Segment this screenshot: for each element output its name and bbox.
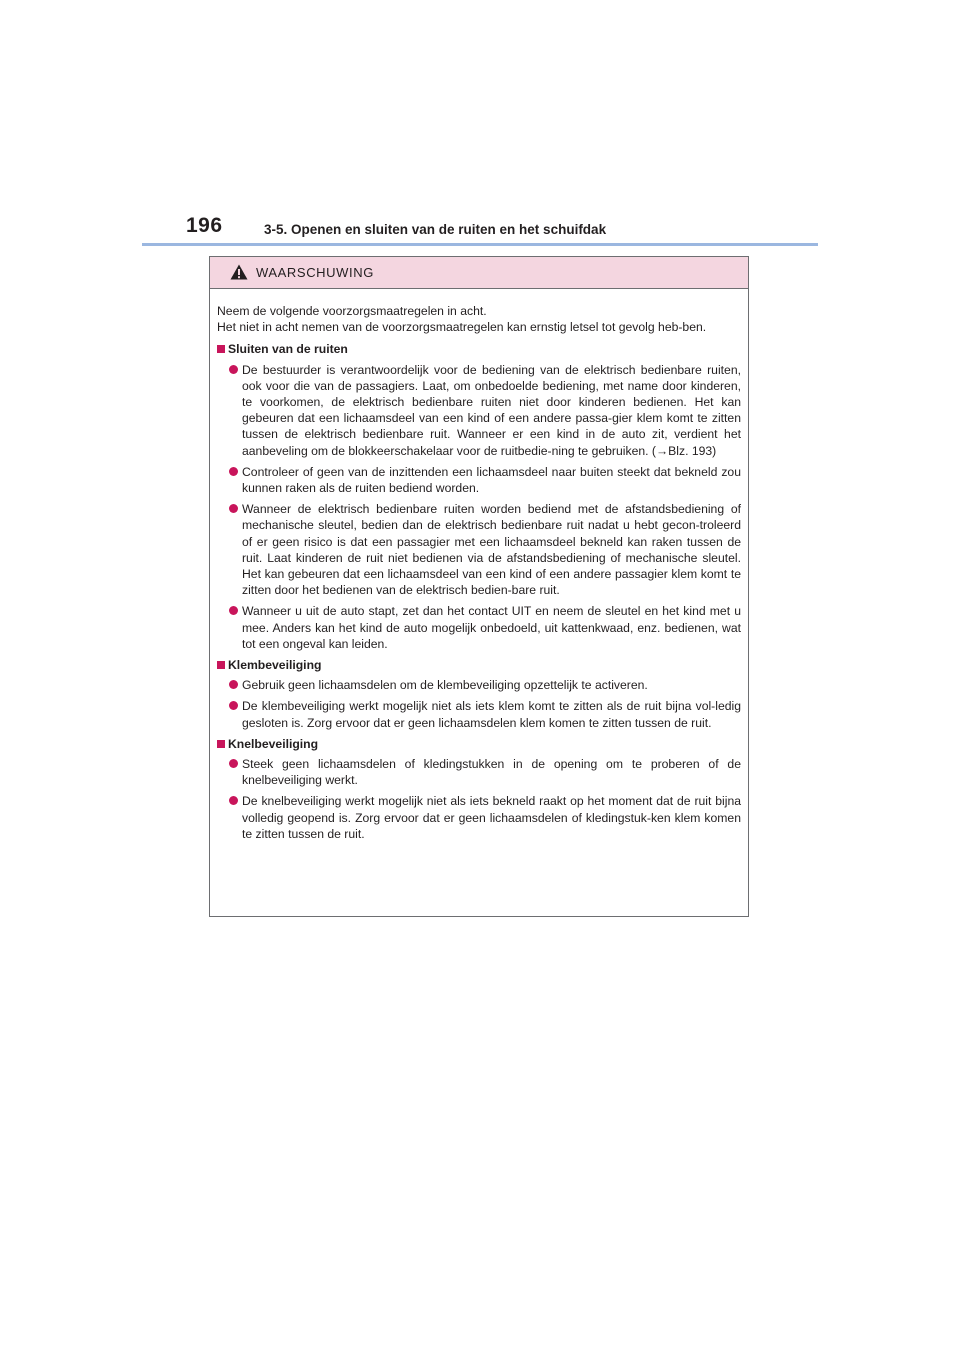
page-header [0, 0, 960, 250]
bullet-dot-icon [229, 759, 238, 768]
intro-line: Het niet in acht nemen van de voorzorgsmaatregelen kan ernstig letsel tot gevolg heb-ben. [217, 320, 707, 335]
section-title: 3-5. Openen en sluiten van de ruiten en het schuifdak [264, 222, 607, 237]
warning-box [209, 256, 749, 917]
section-heading: Sluiten van de ruiten [217, 341, 741, 357]
warning-triangle-icon [230, 264, 248, 280]
bullet-dot-icon [229, 796, 238, 805]
warning-body [210, 289, 748, 842]
bullet-dot-icon [229, 701, 238, 710]
page-number: 196 [186, 214, 223, 237]
bullet-dot-icon [229, 504, 238, 513]
warning-header [210, 257, 748, 289]
section-sluiten [217, 341, 741, 652]
list-item: Controleer of geen van de inzittenden een lichaamsdeel naar buiten steekt dat bekneld zou kunnen raken als de ruiten bediend worden. [217, 464, 741, 496]
section-heading: Klembeveiliging [217, 657, 741, 673]
square-bullet-icon [217, 345, 225, 353]
square-bullet-icon [217, 661, 225, 669]
list-item: De knelbeveiliging werkt mogelijk niet als iets bekneld raakt op het moment dat de ruit bijna volledig geopend is. Zorg ervoor dat er geen lichaamsdelen of kledingstuk-ken klem komen te zitten tussen de ruit. [217, 793, 741, 842]
list-item: Gebruik geen lichaamsdelen om de klembeveiliging opzettelijk te activeren. [217, 677, 741, 693]
list-item: Wanneer de elektrisch bedienbare ruiten worden bediend met de afstandsbediening of mechanische sleutel, bedien dan de elektrisch bedienbare ruit nadat u hebt gecon-troleerd of er geen risico is dat een passagier met een lichaamsdeel bekneld kan raken tussen de ruit. Laat kinderen de ruit niet bedienen via de afstandsbediening of mechanische sleutel. Het kan gebeuren dat een lichaamsdeel van een kind of een andere passagier klem komt te zitten door het bedienen van de elektrisch bedien-bare ruit. [217, 501, 741, 598]
bullet-dot-icon [229, 680, 238, 689]
list-item: De klembeveiliging werkt mogelijk niet als iets klem komt te zitten als de ruit bijna vol-ledig gesloten is. Zorg ervoor dat er geen lichaamsdelen klem komen te zitten tussen de ruit. [217, 698, 741, 730]
warning-title: WAARSCHUWING [256, 265, 374, 280]
header-rule [142, 243, 818, 246]
section-klembeveiliging [217, 657, 741, 731]
section-heading: Knelbeveiliging [217, 736, 741, 752]
list-item: De bestuurder is verantwoordelijk voor de bediening van de elektrisch bedienbare ruiten, ook voor die van de passagiers. Laat, om onbedoelde bediening, met name door kinderen, te voorkomen, de elektrisch bedienbare ruiten niet door kinderen bedienen. Het kan gebeuren dat een lichaamsdeel van een kind of een andere passa-gier klem komt te zitten tussen de elektrisch bedienbare ruit. Wanneer er een kind in de auto zit, verdient het aanbeveling om de blokkeerschakelaar voor de ruitbedie-ning te gebruiken. (→Blz. 193) [217, 362, 741, 459]
section-knelbeveiliging [217, 736, 741, 842]
bullet-dot-icon [229, 365, 238, 374]
bullet-dot-icon [229, 606, 238, 615]
list-item: Steek geen lichaamsdelen of kledingstukken in de opening om te proberen of de knelbeveiliging werkt. [217, 756, 741, 788]
intro-line: Neem de volgende voorzorgsmaatregelen in acht. [217, 304, 487, 318]
list-item: Wanneer u uit de auto stapt, zet dan het contact UIT en neem de sleutel en het kind met u mee. Anders kan het kind de auto mogelijk onbedoeld, uit kattenkwaad, enz. bedienen, wat tot een ongeval kan leiden. [217, 603, 741, 652]
warning-intro [217, 303, 741, 335]
square-bullet-icon [217, 740, 225, 748]
bullet-dot-icon [229, 467, 238, 476]
